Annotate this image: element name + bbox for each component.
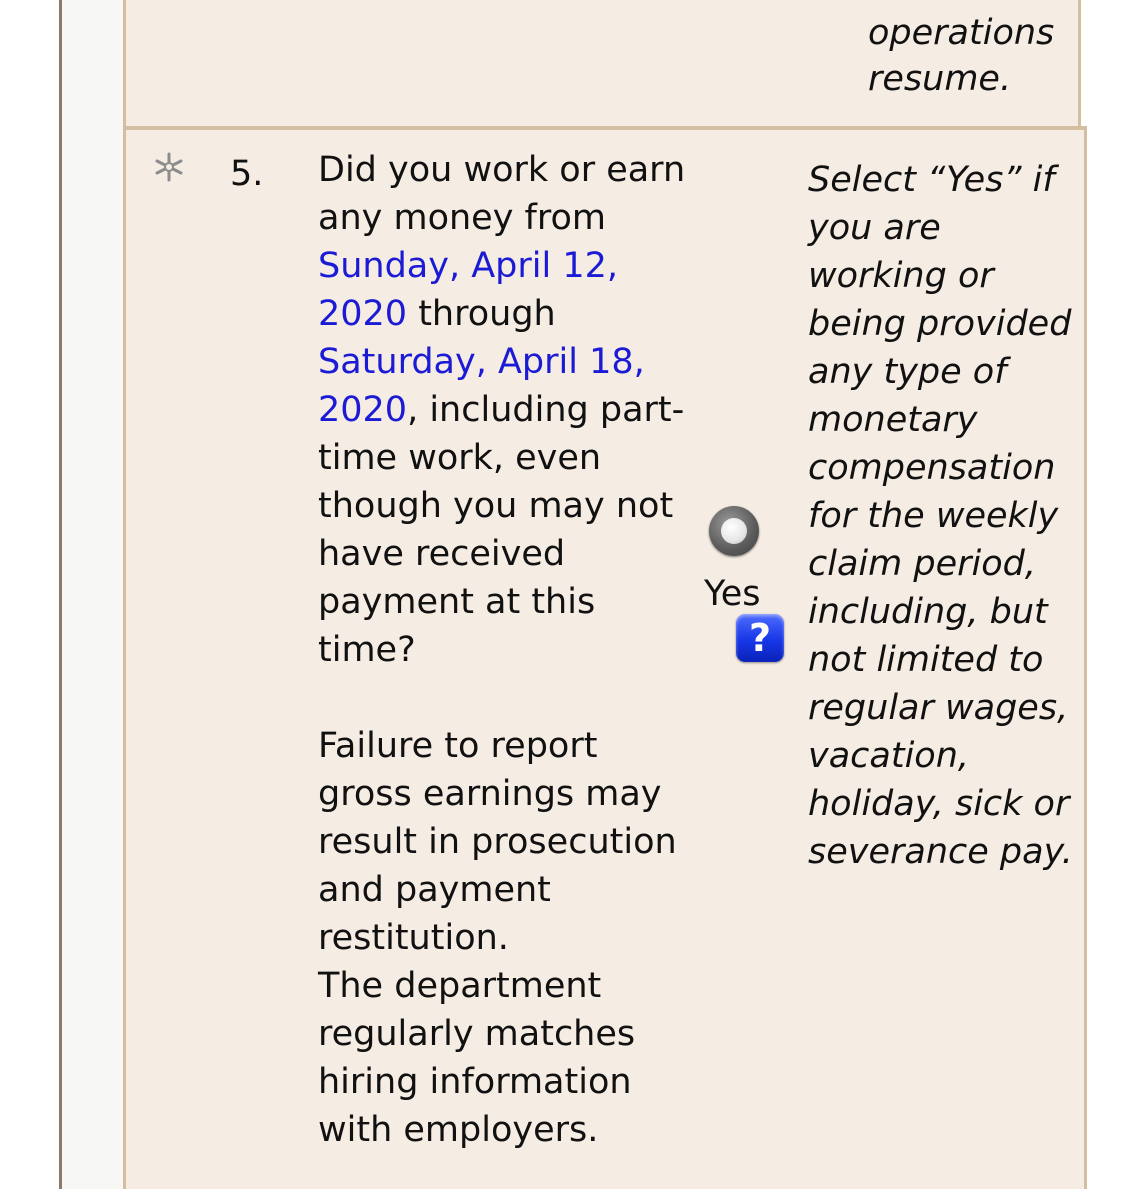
warning-text-matching: The department regularly matches hiring information with employers.	[318, 966, 636, 1150]
question-rest: , including part-time work, even though you may not have received payment at this time?	[318, 390, 685, 670]
radio-indicator	[721, 518, 747, 544]
warning-text-prosecution: Failure to report gross earnings may result in prosecution and payment restitution.	[318, 726, 677, 958]
question-text	[318, 146, 698, 1154]
question-intro: Did you work or earn any money from	[318, 150, 686, 238]
yes-radio-button[interactable]	[709, 506, 759, 556]
previous-help-text: operations resume.	[868, 13, 1055, 99]
help-text: Select “Yes” if you are working or being provided any type of monetary compensation for the weekly claim period, including, but not limited to regular wages, vacation, holiday, sick or severance pay.	[808, 160, 1073, 872]
end-date-link[interactable]: Saturday, April 18, 2020	[318, 342, 645, 430]
start-date-link[interactable]: Sunday, April 12, 2020	[318, 246, 618, 334]
question-sentence	[318, 146, 698, 674]
asterisk-icon	[152, 150, 186, 184]
paragraph-spacer	[318, 674, 698, 722]
question-through: through	[407, 294, 556, 334]
question-number: 5.	[230, 154, 264, 194]
left-gutter	[62, 0, 123, 1189]
yes-radio-label[interactable]: Yes	[704, 574, 761, 614]
question-mark-icon[interactable]: ?	[736, 614, 784, 662]
